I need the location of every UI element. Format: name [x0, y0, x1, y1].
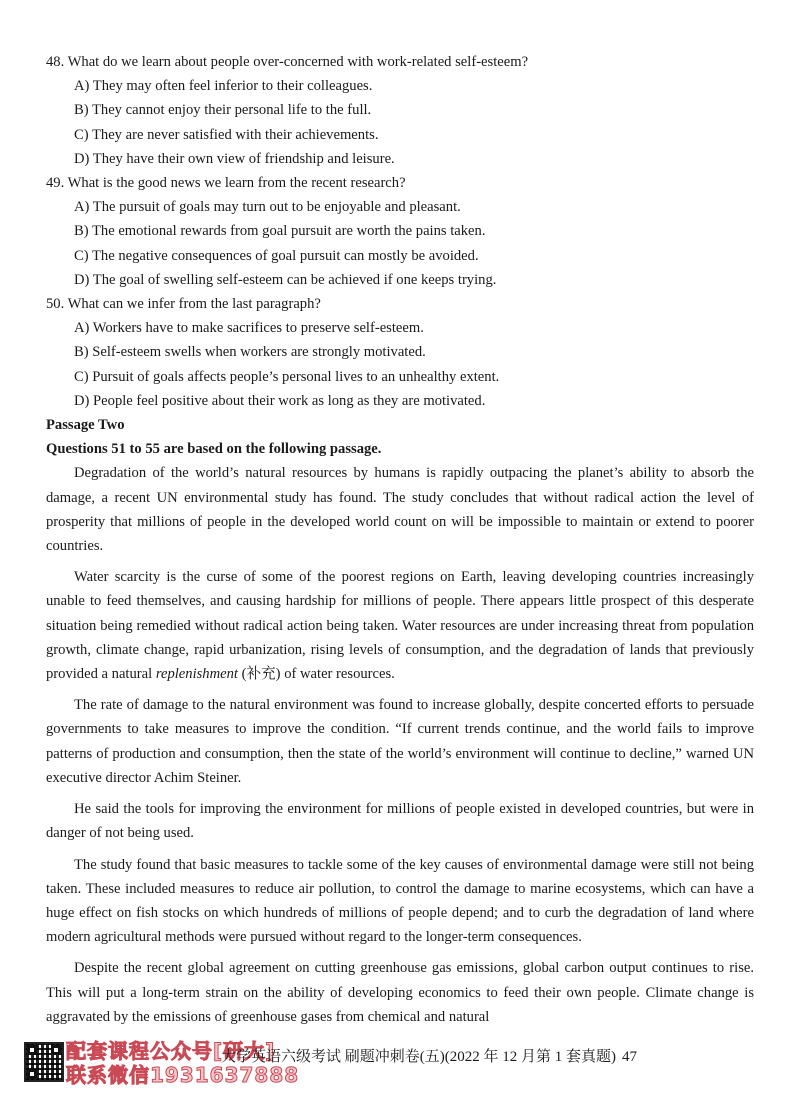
watermark-line-2: 联系微信1931637888	[66, 1063, 300, 1087]
watermark-line-1: 配套课程公众号[研大]	[66, 1039, 276, 1063]
qr-code-icon	[24, 1042, 64, 1082]
question-48-option-b: B) They cannot enjoy their personal life to the full.	[74, 102, 372, 119]
passage-paragraph-3: The rate of damage to the natural environment was found to increase globally, despite concerted efforts to persuade governments to take measures to improve the condition. “If current trends continue, and the world fails to improve patterns of production and consumption, then the state of the world’s environment will continue to decline,” warned UN executive director Achim Steiner.	[46, 697, 754, 786]
passage-paragraph-4: He said the tools for improving the environment for millions of people existed in developed countries, but were in danger of not being used.	[46, 801, 754, 842]
glossed-term: replenishment	[155, 666, 238, 683]
passage-paragraph-2-end: of water resources.	[284, 666, 395, 683]
passage-title: Passage Two	[46, 417, 125, 434]
page-number: 47	[622, 1049, 637, 1065]
question-48-stem: 48. What do we learn about people over-concerned with work-related self-esteem?	[46, 54, 529, 70]
question-49-option-c: C) The negative consequences of goal pursuit can mostly be avoided.	[74, 247, 479, 264]
passage-paragraph-2	[46, 565, 754, 686]
question-50-stem: 50. What can we infer from the last paragraph?	[46, 296, 321, 313]
passage-paragraph-1: Degradation of the world’s natural resources by humans is rapidly outpacing the planet’s ability to absorb the damage, a recent UN environmental study has found. The study concludes that without radical action the level of prosperity that millions of people in the developed world count on will be impossible to maintain or extend to poorer countries.	[46, 465, 754, 555]
question-50-option-c: C) Pursuit of goals affects people’s personal lives to an unhealthy extent.	[74, 368, 500, 385]
passage-paragraph-5: The study found that basic measures to tackle some of the key causes of environmental damage were still not being taken. These included measures to reduce air pollution, to control the damage to marine ecosystems, which can have a huge effect on fish stocks on which hundreds of millions of people depend; and to curb the degradation of land where modern agricultural methods were pursued without regard to the longer-term consequences.	[46, 856, 754, 946]
passage-paragraph-6: Despite the recent global agreement on cutting greenhouse gas emissions, global carbon output continues to rise. This will put a long-term strain on the ability of developing economics to feed their own people. Climate change is aggravated by the emissions of greenhouse gases from chemical and natural	[46, 960, 754, 1025]
question-49-option-d: D) The goal of swelling self-esteem can be achieved if one keeps trying.	[74, 271, 497, 288]
question-50-option-b: B) Self-esteem swells when workers are strongly motivated.	[74, 344, 426, 361]
question-49-option-a: A) The pursuit of goals may turn out to be enjoyable and pleasant.	[74, 199, 461, 216]
question-49-stem: 49. What is the good news we learn from the recent research?	[46, 175, 406, 192]
question-48-option-d: D) They have their own view of friendship and leisure.	[74, 150, 395, 167]
passage-instruction: Questions 51 to 55 are based on the following passage.	[46, 441, 382, 458]
footer-title: 大学英语六级考试 刷题冲刺卷(五)(2022 年 12 月第 1 套真题)	[221, 1049, 616, 1065]
question-48-option-a: A) They may often feel inferior to their colleagues.	[74, 78, 373, 95]
page-content	[46, 50, 754, 1029]
passage-paragraph-2-text: Water scarcity is the curse of some of the poorest regions on Earth, leaving developing countries increasingly unable to feed themselves, and causing hardship for millions of people. There appears little prospect of this desperate situation being remedied without radical action being taken. Water resources are under increasing threat from population growth, climate change, rapid urbanization, rising levels of consumption, and the degradation of lands that previously provided a natural	[46, 569, 754, 683]
term-gloss: (补充)	[237, 666, 285, 683]
question-49-option-b: B) The emotional rewards from goal pursuit are worth the pains taken.	[74, 223, 486, 240]
question-50-option-a: A) Workers have to make sacrifices to preserve self-esteem.	[74, 320, 424, 337]
question-48-option-c: C) They are never satisfied with their achievements.	[74, 126, 379, 143]
question-50-option-d: D) People feel positive about their work as long as they are motivated.	[74, 392, 486, 409]
